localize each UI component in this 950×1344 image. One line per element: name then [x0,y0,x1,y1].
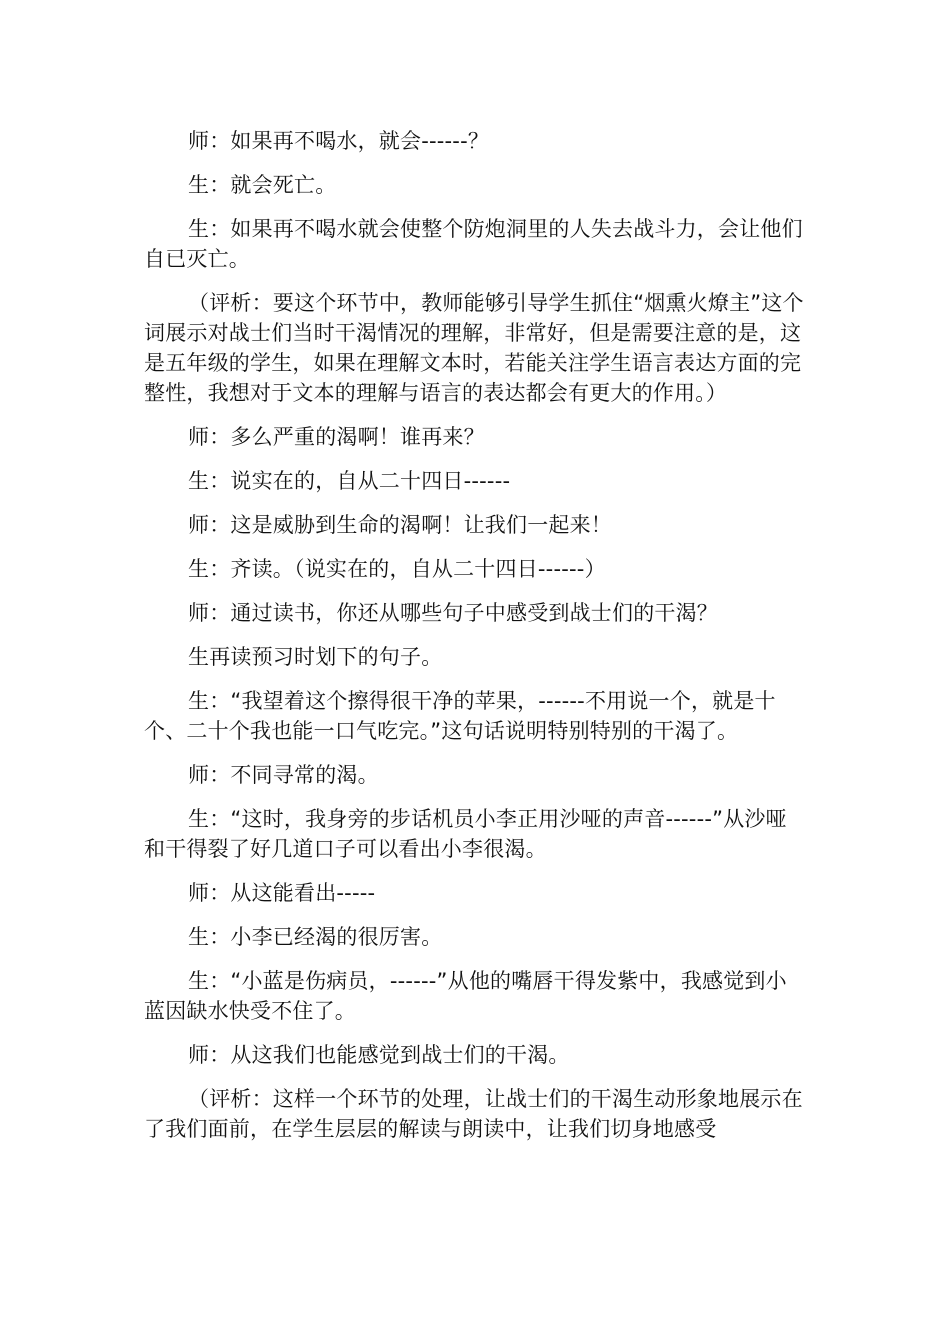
paragraph-2: 生：就会死亡。 [188,173,337,197]
document-body [144,126,806,1158]
paragraph-16: 生：“小蓝是伤病员，------”从他的嘴唇干得发紫中，我感觉到小蓝因缺水快受不住了。 [144,969,787,1023]
paragraph-18-commentary: （评析：这样一个环节的处理，让战士们的干渴生动形象地展示在了我们面前，在学生层层的解读与朗读中，让我们切身地感受 [144,1087,803,1141]
paragraph-17: 师：从这我们也能感觉到战士们的干渴。 [188,1043,570,1067]
paragraph-15: 生：小李已经渴的很厉害。 [188,925,443,949]
paragraph-4-commentary: （评析：要这个环节中，教师能够引导学生抓住“烟熏火燎主”这个词展示对战士们当时干渴情况的理解，非常好，但是需要注意的是，这是五年级的学生，如果在理解文本时，若能关注学生语言表达方面的完整性，我想对于文本的理解与语言的表达都会有更大的作用。） [144,291,804,405]
paragraph-5: 师：多么严重的渴啊！谁再来？ [188,425,485,449]
paragraph-1: 师：如果再不喝水，就会------？ [188,129,490,153]
paragraph-14: 师：从这能看出----- [188,881,376,905]
paragraph-8: 生：齐读。（说实在的，自从二十四日------） [188,557,606,581]
paragraph-6: 生：说实在的，自从二十四日------ [188,469,511,493]
paragraph-3: 生：如果再不喝水就会使整个防炮洞里的人失去战斗力，会让他们自已灭亡。 [144,217,803,271]
paragraph-9: 师：通过读书，你还从哪些句子中感受到战士们的干渴？ [188,601,718,625]
paragraph-12: 师：不同寻常的渴。 [188,763,379,787]
paragraph-7: 师：这是威胁到生命的渴啊！让我们一起来！ [188,513,612,537]
paragraph-10: 生再读预习时划下的句子。 [188,645,443,669]
paragraph-11: 生：“我望着这个擦得很干净的苹果，------不用说一个，就是十个、二十个我也能一口气吃完。”这句话说明特别特别的干渴了。 [144,689,776,743]
paragraph-13: 生：“这时，我身旁的步话机员小李正用沙哑的声音------”从沙哑和干得裂了好几道口子可以看出小李很渴。 [144,807,787,861]
